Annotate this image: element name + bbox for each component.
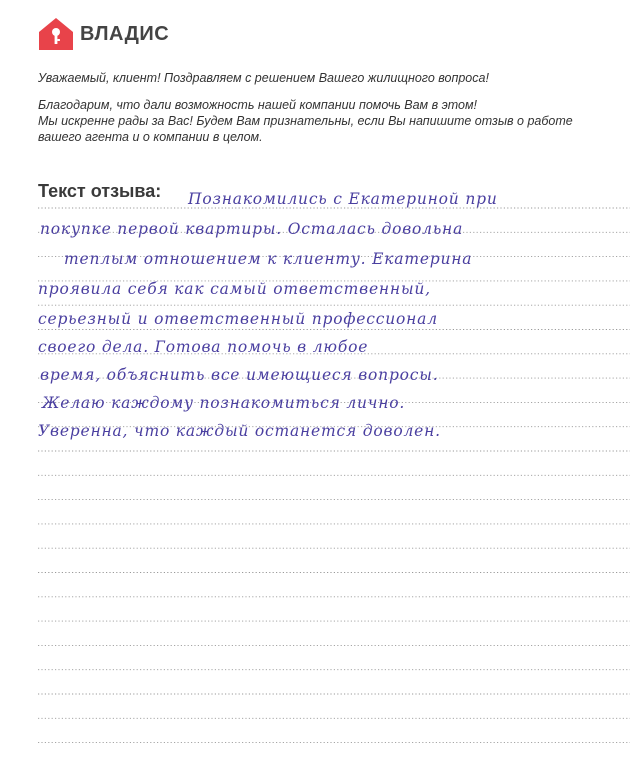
review-line: время, объяснить все имеющиеся вопросы. [40, 366, 439, 384]
brand-logo [38, 17, 169, 51]
review-line: своего дела. Готова помочь в любое [38, 338, 369, 356]
review-line: Желаю каждому познакомиться лично. [42, 394, 406, 412]
thanks-line-2: Мы искренне рады за Вас! Будем Вам признательны, если Вы напишите отзыв о работе [38, 114, 573, 128]
house-key-icon [38, 17, 74, 51]
review-line: серьезный и ответственный профессионал [38, 310, 438, 328]
review-line: покупке первой квартиры. Осталась довольна [40, 220, 464, 238]
thanks-line-3: вашего агента и о компании в целом. [38, 130, 263, 144]
review-line: Уверенна, что каждый останется доволен. [38, 422, 441, 440]
thanks-line-1: Благодарим, что дали возможность нашей компании помочь Вам в этом! [38, 98, 478, 112]
greeting-text: Уважаемый, клиент! Поздравляем с решением Вашего жилищного вопроса! [38, 71, 489, 85]
review-line: проявила себя как самый ответственный, [38, 280, 431, 298]
review-label: Текст отзыва: [38, 181, 162, 201]
thanks-text [38, 97, 618, 145]
brand-name: ВЛАДИС [80, 22, 170, 45]
review-line: теплым отношением к клиенту. Екатерина [64, 250, 473, 268]
review-line: Познакомились с Екатериной при [188, 190, 498, 208]
